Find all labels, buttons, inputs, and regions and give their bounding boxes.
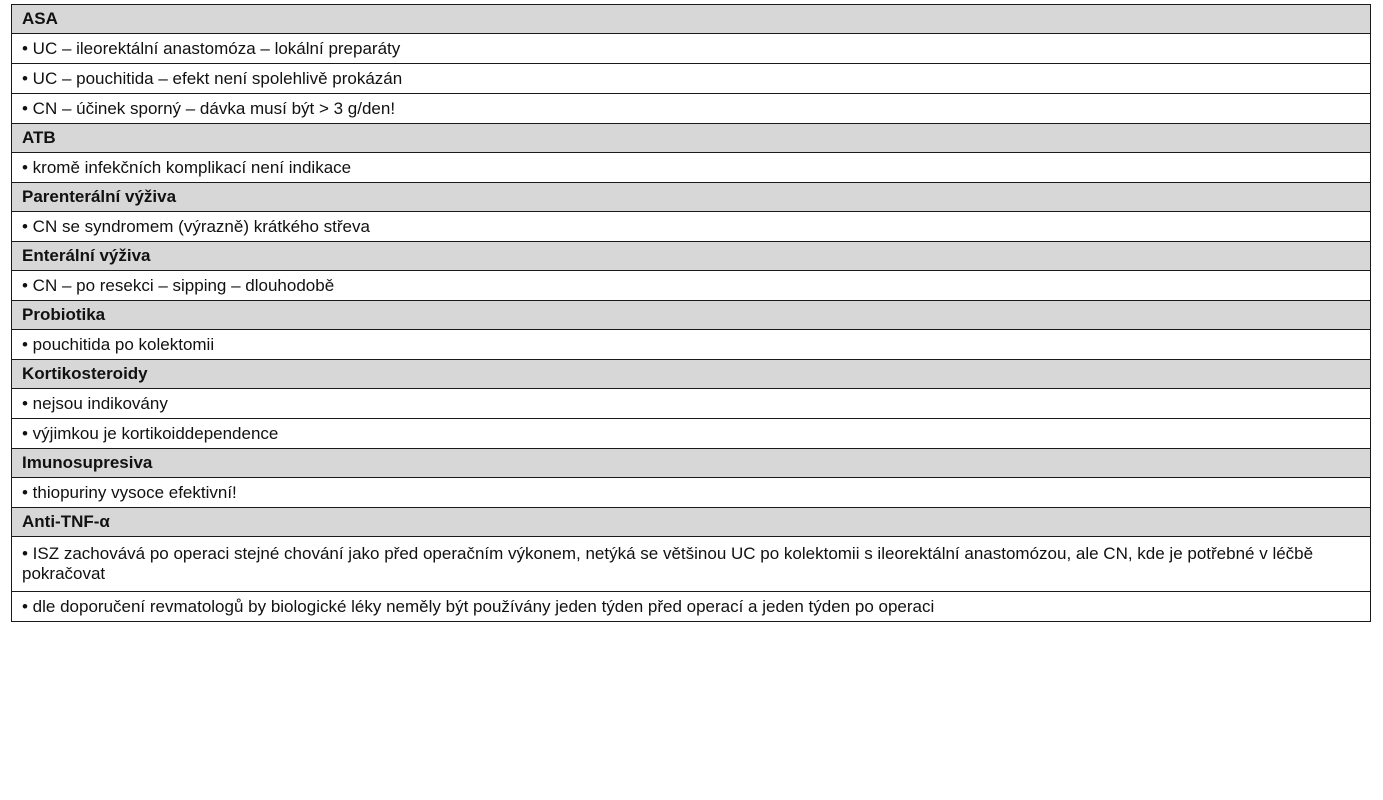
bullet-item: • UC – pouchitida – efekt není spolehlivě prokázán — [12, 64, 1371, 94]
section-header-row — [12, 242, 1371, 271]
section-header-row — [12, 449, 1371, 478]
bullet-item: • pouchitida po kolektomii — [12, 330, 1371, 360]
bullet-item: • dle doporučení revmatologů by biologické léky neměly být používány jeden týden před operací a jeden týden po operaci — [12, 592, 1371, 622]
table-row — [12, 94, 1371, 124]
section-header-row — [12, 360, 1371, 389]
table-row — [12, 389, 1371, 419]
table-row — [12, 419, 1371, 449]
section-heading: Kortikosteroidy — [12, 360, 1371, 389]
section-header-row — [12, 5, 1371, 34]
bullet-item: • ISZ zachovává po operaci stejné chování jako před operačním výkonem, netýká se většinou UC po kolektomii s ileorektální anastomózou, ale CN, kde je potřebné v léčbě pokračovat — [12, 537, 1371, 592]
bullet-item: • výjimkou je kortikoiddependence — [12, 419, 1371, 449]
table-row — [12, 271, 1371, 301]
table-row — [12, 478, 1371, 508]
bullet-item: • kromě infekčních komplikací není indikace — [12, 153, 1371, 183]
section-heading: ASA — [12, 5, 1371, 34]
section-header-row — [12, 183, 1371, 212]
section-header-row — [12, 301, 1371, 330]
section-heading: ATB — [12, 124, 1371, 153]
section-heading: Parenterální výživa — [12, 183, 1371, 212]
bullet-item: • thiopuriny vysoce efektivní! — [12, 478, 1371, 508]
table-row — [12, 592, 1371, 622]
table-row — [12, 34, 1371, 64]
bullet-item: • nejsou indikovány — [12, 389, 1371, 419]
therapy-table-body — [12, 5, 1371, 622]
bullet-item: • CN – po resekci – sipping – dlouhodobě — [12, 271, 1371, 301]
table-row — [12, 537, 1371, 592]
bullet-item: • CN – účinek sporný – dávka musí být > 3 g/den! — [12, 94, 1371, 124]
table-row — [12, 330, 1371, 360]
section-heading: Probiotika — [12, 301, 1371, 330]
table-row — [12, 64, 1371, 94]
therapy-table — [11, 4, 1371, 622]
section-heading: Anti-TNF-α — [12, 508, 1371, 537]
table-row — [12, 212, 1371, 242]
section-header-row — [12, 508, 1371, 537]
section-heading: Enterální výživa — [12, 242, 1371, 271]
section-header-row — [12, 124, 1371, 153]
bullet-item: • CN se syndromem (výrazně) krátkého střeva — [12, 212, 1371, 242]
bullet-item: • UC – ileorektální anastomóza – lokální preparáty — [12, 34, 1371, 64]
section-heading: Imunosupresiva — [12, 449, 1371, 478]
table-row — [12, 153, 1371, 183]
